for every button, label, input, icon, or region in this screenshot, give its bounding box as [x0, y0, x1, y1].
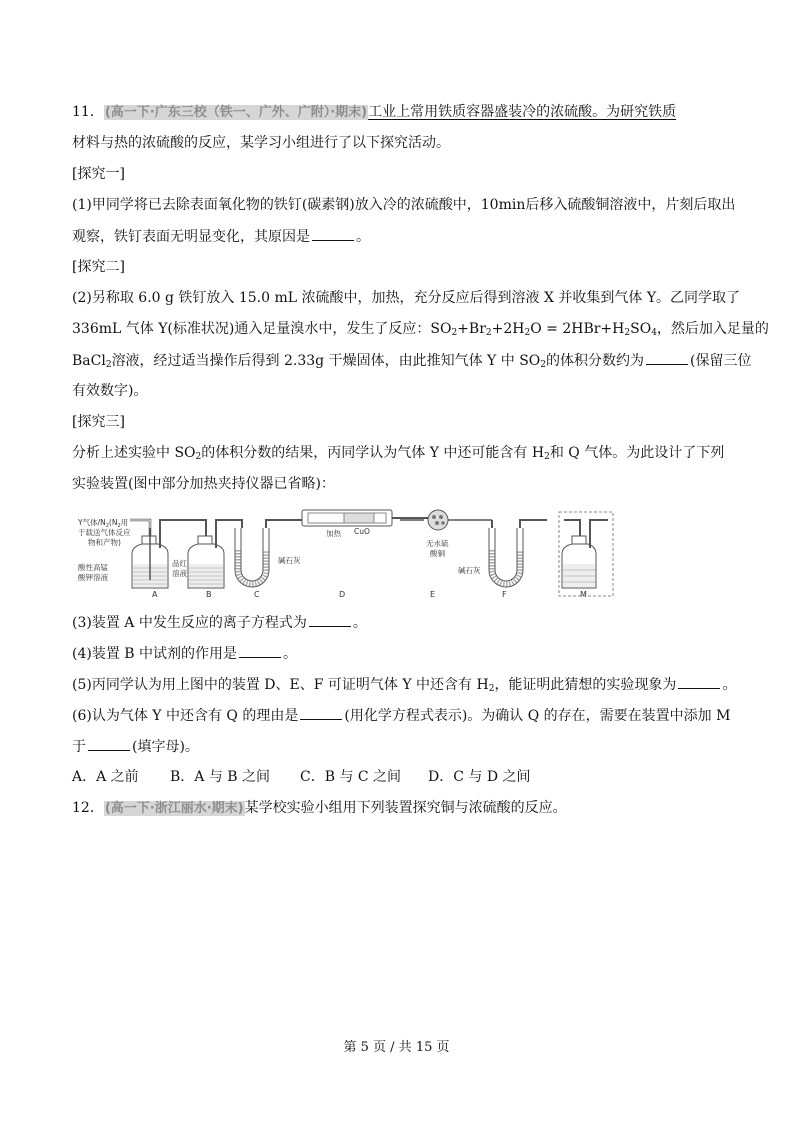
label-m: M — [580, 590, 587, 599]
q11-part3-line-2: 实验装置(图中部分加热夹持仪器已省略)： — [72, 476, 335, 492]
combustion-tube-d — [302, 510, 440, 526]
svg-text:碱石灰: 碱石灰 — [458, 566, 481, 575]
answer-blank[interactable] — [309, 612, 351, 627]
label-b: B — [206, 590, 212, 599]
label-a: A — [152, 590, 158, 599]
q11-intro-line-2: 材料与热的浓硫酸的反应，某学习小组进行了以下探究活动。 — [72, 135, 450, 151]
q11-part3-line-1: 分析上述实验中 $SO_2$的体积分数的结果，丙同学认为气体 Y 中还可能含有 $H_2$和 Q 气体。为此设计了下列 — [72, 445, 725, 462]
q11-part1-line-2: 观察，铁钉表面无明显变化，其原因是 。 — [72, 226, 732, 247]
apparatus-diagram — [72, 508, 617, 600]
q11-part2-line-3: BaCl$_2$溶液，经过适当操作后得到 2.33g 干燥固体，由此推知气体 Y 中 $SO_2$的体积分数约为 (保留三位 — [72, 350, 732, 371]
option-a[interactable]: A．A 之前 — [72, 769, 139, 785]
label-d: D — [339, 590, 346, 599]
label-e: E — [430, 590, 436, 599]
q11-part6-question-line-2: 于 (填字母)。 — [72, 736, 732, 757]
answer-blank[interactable] — [300, 705, 342, 720]
question-number: 11． — [72, 104, 104, 120]
svg-text:酸铜: 酸铜 — [430, 549, 445, 558]
svg-text:酸钾溶液: 酸钾溶液 — [78, 573, 108, 582]
q11-intro-line-1 — [72, 102, 732, 123]
bottle-b — [188, 520, 242, 588]
option-c[interactable]: C．B 与 C 之间 — [300, 769, 402, 785]
drying-tube-e — [400, 510, 492, 530]
question-number: 12． — [72, 800, 104, 816]
q11-part3-question: (3)装置 A 中发生反应的离子方程式为 。 — [72, 612, 732, 633]
u-tube-c — [238, 520, 302, 584]
q11-part1-line-1: (1)甲同学将已去除表面氧化物的铁钉(碳素钢)放入冷的浓硫酸中，10min后移入硫酸铜溶液中，片刻后取出 — [72, 197, 736, 213]
u-tube-f — [492, 520, 547, 584]
answer-blank[interactable] — [646, 350, 688, 365]
q11-part2-line-4: 有效数字)。 — [72, 383, 148, 399]
svg-text:品红: 品红 — [172, 559, 187, 568]
q11-part2-line-2: 336mL 气体 Y(标准状况)通入足量溴水中，发生了反应：$SO_2+Br_2+2H_2O = 2HBr+H_2SO_4$，然后加入足量的 — [72, 321, 769, 338]
q11-intro-text: 工业上常用铁质容器盛装冷的浓硫酸。为研究铁质 — [368, 104, 677, 120]
answer-blank[interactable] — [678, 674, 720, 689]
label-c: C — [254, 590, 260, 599]
svg-text:物和产物): 物和产物) — [88, 538, 121, 547]
inlet-label: Y气体$/N_2(N_2$用 — [78, 518, 129, 529]
answer-blank[interactable] — [88, 736, 130, 751]
svg-text:加热: 加热 — [326, 529, 341, 538]
source-tag: (高一下·广东三校（铁一、广外、广附）·期末) — [104, 105, 368, 120]
bottle-m — [559, 512, 613, 596]
answer-blank[interactable] — [312, 226, 354, 241]
svg-text:无水硫: 无水硫 — [426, 539, 449, 548]
q11-part6-question-line-1: (6)认为气体 Y 中还含有 Q 的理由是 (用化学方程式表示)。为确认 Q 的存在，需要在装置中添加 M — [72, 705, 732, 726]
q12-text: 某学校实验小组用下列装置探究铜与浓硫酸的反应。 — [244, 800, 567, 816]
svg-text:溶液: 溶液 — [172, 569, 187, 578]
page-footer: 第 5 页 / 共 15 页 — [343, 1040, 450, 1055]
q11-options — [72, 767, 732, 787]
svg-text:酸性高锰: 酸性高锰 — [78, 563, 108, 572]
section-heading-1: [探究一] — [72, 166, 125, 182]
q11-part2-line-1: (2)另称取 6.0 g 铁钉放入 15.0 mL 浓硫酸中，加热，充分反应后得到溶液 X 并收集到气体 Y。乙同学取了 — [72, 290, 741, 306]
q12-line — [72, 798, 732, 819]
svg-text:于载送气体反应: 于载送气体反应 — [78, 528, 131, 537]
svg-text:碱石灰: 碱石灰 — [278, 556, 301, 565]
label-f: F — [502, 590, 507, 599]
source-tag: (高一下·浙江丽水·期末) — [104, 801, 244, 816]
section-heading-3: [探究三] — [72, 414, 125, 430]
q11-part5-question: (5)丙同学认为用上图中的装置 D、E、F 可证明气体 Y 中还含有 $H_2$，能证明此猜想的实验现象为 。 — [72, 674, 732, 695]
option-d[interactable]: D．C 与 D 之间 — [428, 769, 531, 785]
answer-blank[interactable] — [239, 643, 281, 658]
section-heading-2: [探究二] — [72, 259, 125, 275]
svg-text:CuO: CuO — [354, 527, 370, 536]
q11-part4-question: (4)装置 B 中试剂的作用是 。 — [72, 643, 732, 664]
option-b[interactable]: B．A 与 B 之间 — [170, 769, 271, 785]
